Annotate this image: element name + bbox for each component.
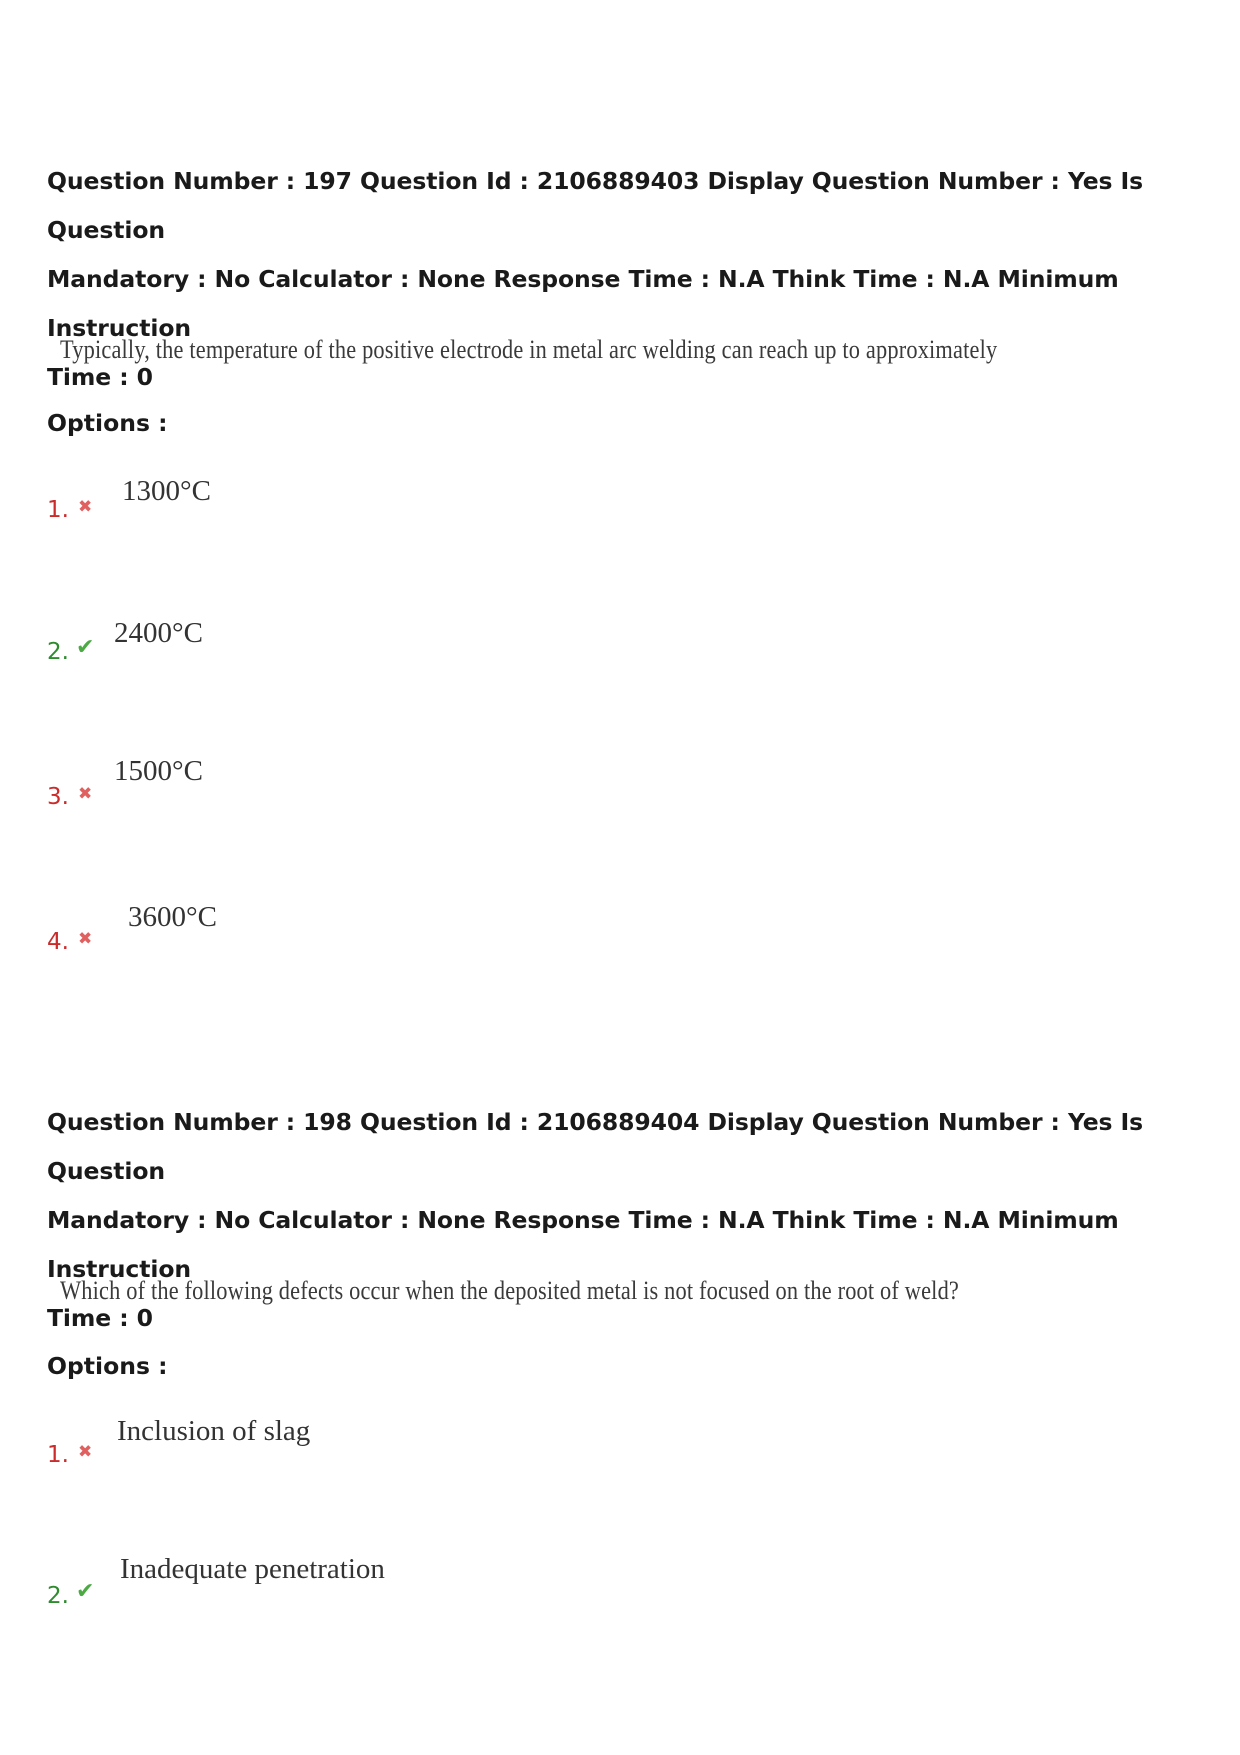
wrong-mark-icon: ✖ [78,929,93,949]
question-meta-line-1: Question Number : 197 Question Id : 2106889403 Display Question Number : Yes Is Question [47,167,1144,244]
options-label: Options : [47,409,168,437]
option-number: 2. [47,1583,69,1609]
wrong-mark-icon: ✖ [78,784,93,804]
question-meta-line-2: Mandatory : No Calculator : None Response Time : N.A Think Time : N.A Minimum Instruction [47,265,1119,342]
option-text: 2400°C [114,617,203,649]
option-2 [47,617,647,677]
option-text: 1500°C [114,755,203,787]
wrong-mark-icon: ✖ [78,497,93,517]
question-meta [47,157,1207,402]
option-number: 3. [47,784,69,810]
question-meta-line-3: Time : 0 [47,1304,153,1332]
option-number: 1. [47,1442,69,1468]
options-label: Options : [47,1352,168,1380]
question-text: Which of the following defects occur when the deposited metal is not focused on the root of weld? [60,1276,960,1305]
option-2 [47,1553,647,1621]
option-text: 1300°C [122,475,211,507]
correct-check-icon: ✔ [76,635,95,660]
option-number: 2. [47,639,69,665]
question-meta-line-1: Question Number : 198 Question Id : 2106889404 Display Question Number : Yes Is Question [47,1108,1144,1185]
question-block-198 [47,1098,1207,1638]
option-text: Inclusion of slag [117,1415,311,1447]
option-text: 3600°C [128,901,217,933]
option-3 [47,755,647,822]
question-block-197 [47,157,1207,977]
option-number: 1. [47,497,69,523]
question-text: Typically, the temperature of the positive electrode in metal arc welding can reach up to approximately [60,335,998,364]
option-1 [47,1415,647,1480]
question-meta-line-2: Mandatory : No Calculator : None Response Time : N.A Think Time : N.A Minimum Instruction [47,1206,1119,1283]
option-4 [47,901,647,967]
wrong-mark-icon: ✖ [78,1442,93,1462]
correct-check-icon: ✔ [76,1579,95,1604]
question-meta-line-3: Time : 0 [47,363,153,391]
option-1 [47,475,647,535]
option-number: 4. [47,929,69,955]
option-text: Inadequate penetration [120,1553,385,1585]
question-meta [47,1098,1207,1343]
